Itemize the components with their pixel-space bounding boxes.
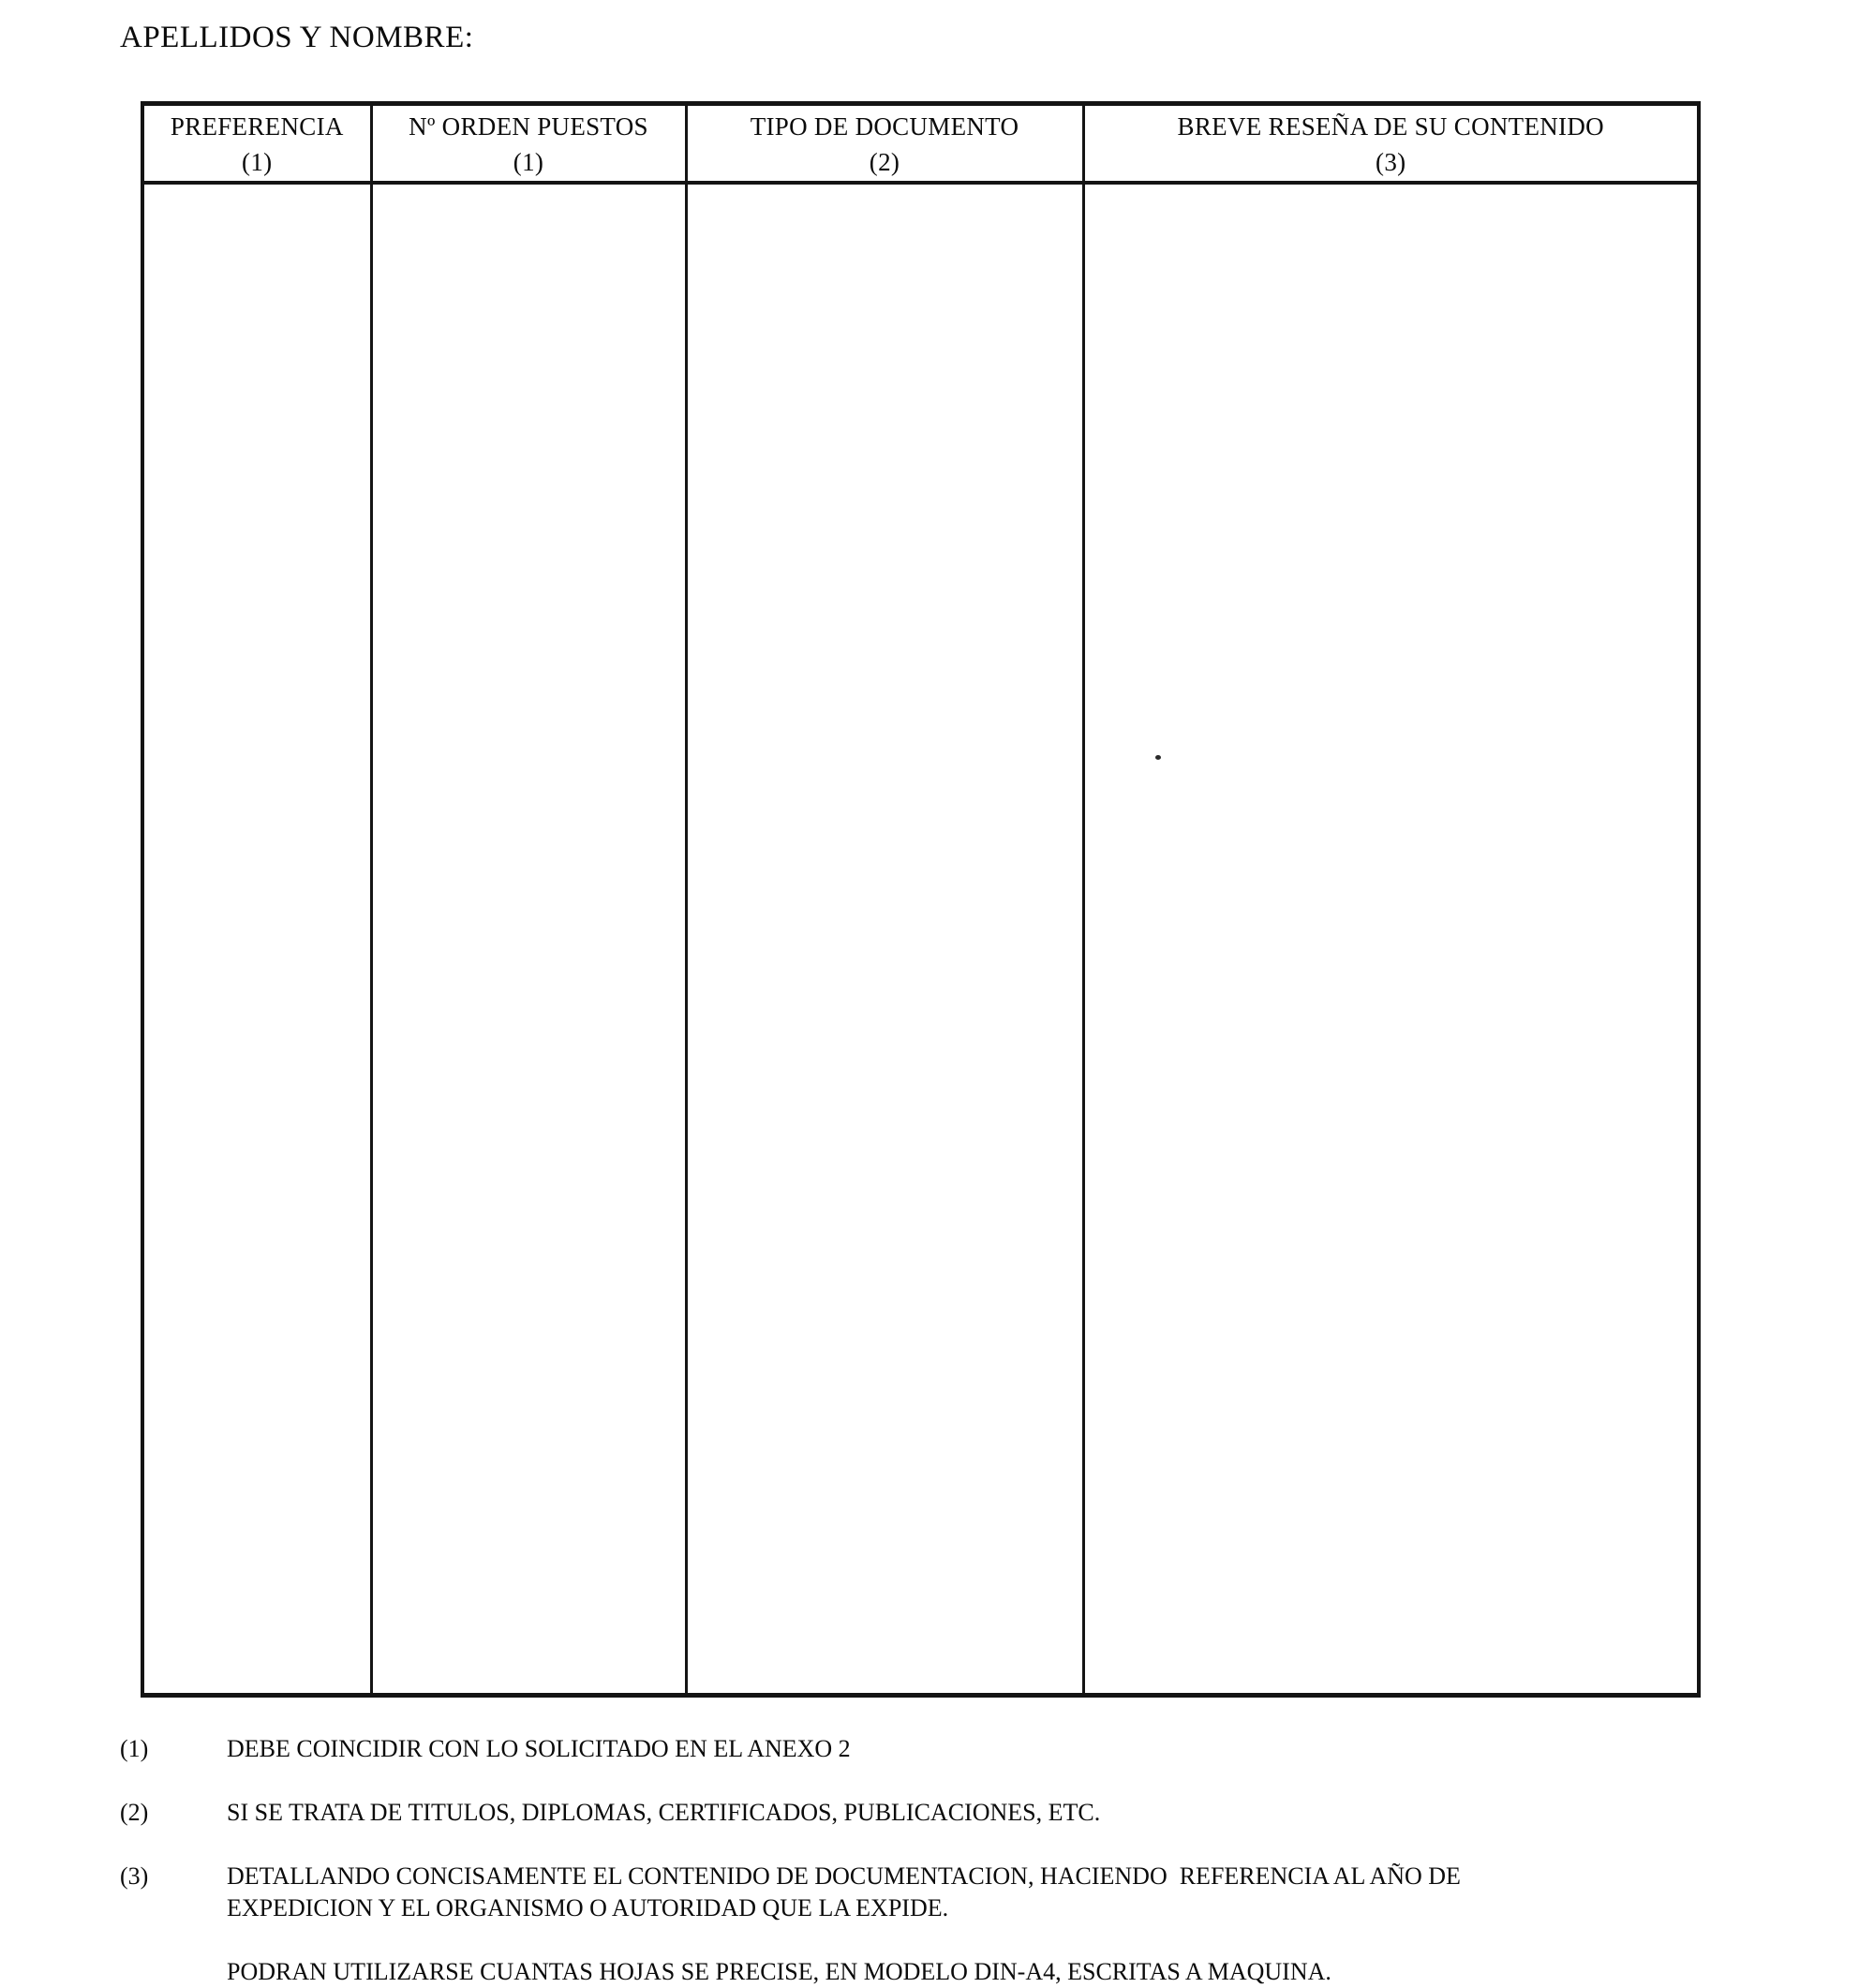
documents-table	[141, 101, 1701, 1698]
footnote-marker: (3)	[120, 1862, 149, 1890]
footnote-text: DEBE COINCIDIR CON LO SOLICITADO EN EL ANEXO 2	[227, 1735, 851, 1762]
scan-speck	[1155, 755, 1161, 760]
page-title: APELLIDOS Y NOMBRE:	[120, 21, 474, 54]
footnote-1	[120, 1733, 1638, 1765]
cell-orden-puestos	[371, 183, 686, 1696]
footnote-usage-note	[120, 1956, 1638, 1988]
table-body	[142, 183, 1699, 1696]
footnotes	[120, 1733, 1638, 1988]
column-header-preferencia	[142, 104, 371, 184]
column-header-breve-resena	[1083, 104, 1699, 184]
footnote-marker: (2)	[120, 1799, 149, 1826]
table-header	[142, 104, 1699, 184]
table-row	[142, 183, 1699, 1696]
column-label: TIPO DE DOCUMENTO	[750, 112, 1019, 141]
footnote-2	[120, 1797, 1638, 1829]
column-footnote-ref: (1)	[242, 148, 273, 176]
footnote-text: DETALLANDO CONCISAMENTE EL CONTENIDO DE DOCUMENTACION, HACIENDO REFERENCIA AL AÑO DE EXPEDICION Y EL ORGANISMO O AUTORIDAD QUE LA EXPIDE.	[227, 1862, 1461, 1921]
footnote-3	[120, 1861, 1638, 1924]
table-header-row	[142, 104, 1699, 184]
cell-tipo-documento	[686, 183, 1083, 1696]
column-footnote-ref: (3)	[1376, 148, 1406, 176]
column-header-orden-puestos	[371, 104, 686, 184]
column-header-tipo-documento	[686, 104, 1083, 184]
footnote-text: SI SE TRATA DE TITULOS, DIPLOMAS, CERTIFICADOS, PUBLICACIONES, ETC.	[227, 1799, 1101, 1826]
footnote-text: PODRAN UTILIZARSE CUANTAS HOJAS SE PRECISE, EN MODELO DIN-A4, ESCRITAS A MAQUINA.	[227, 1958, 1331, 1985]
column-label: Nº ORDEN PUESTOS	[409, 112, 648, 141]
cell-preferencia	[142, 183, 371, 1696]
column-footnote-ref: (2)	[869, 148, 900, 176]
footnote-marker: (1)	[120, 1735, 149, 1762]
column-label: BREVE RESEÑA DE SU CONTENIDO	[1177, 112, 1604, 141]
cell-breve-resena	[1083, 183, 1699, 1696]
column-label: PREFERENCIA	[170, 112, 344, 141]
column-footnote-ref: (1)	[513, 148, 544, 176]
